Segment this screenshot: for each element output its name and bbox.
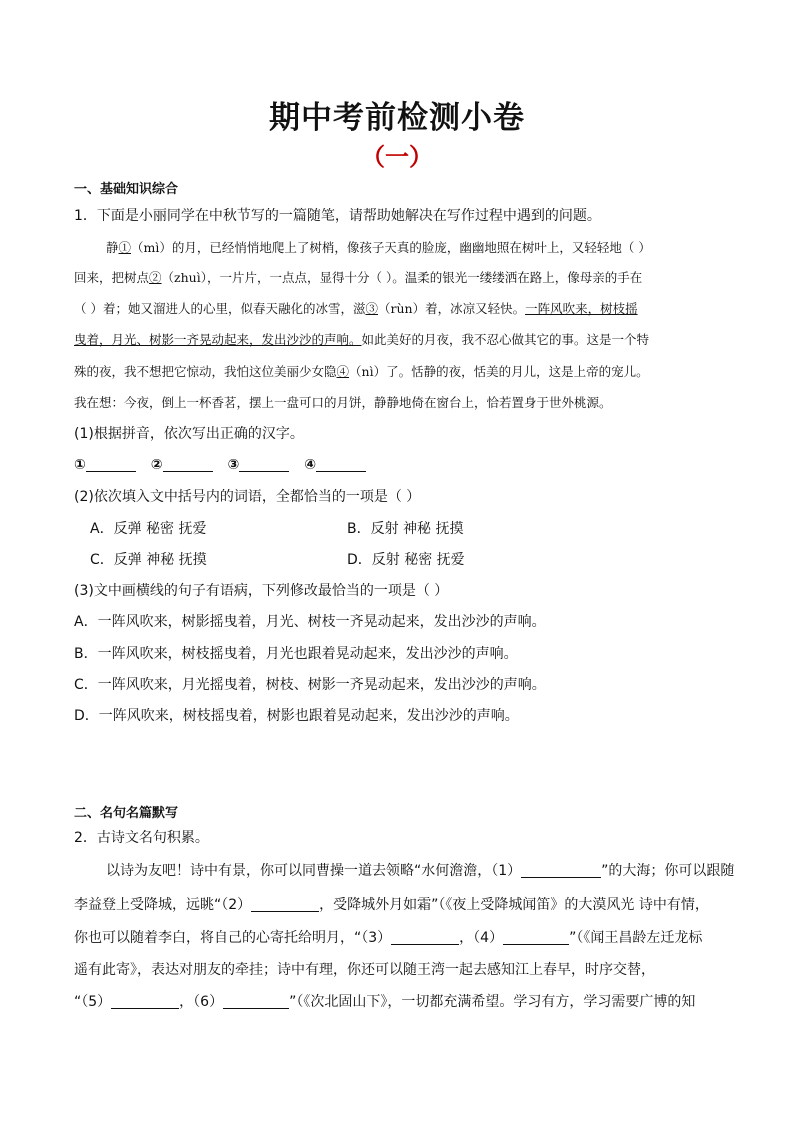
option-3b[interactable]: B．一阵风吹来，树枝摇曳着，月光也跟着晃动起来，发出沙沙的声响。 [74,646,518,662]
passage-line-4 [74,330,649,350]
underlined-sentence: 一阵风吹来，树枝摇 [525,301,638,316]
option-2c[interactable]: C．反弹 神秘 抚摸 [90,552,207,568]
fill-in-2[interactable] [251,896,319,912]
passage-line-6: 我在想：今夜，倒上一杯香茗，摆上一盘可口的月饼，静静地倚在窗台上，恰若置身于世外桃源。 [74,395,612,410]
answer-field-3[interactable] [239,456,289,472]
body-text: “（5） [74,994,112,1010]
body-line-1 [106,861,734,881]
fill-in-5[interactable] [111,993,179,1009]
option-3c[interactable]: C．一阵风吹来，月光摇曳着，树枝、树影一齐晃动起来，发出沙沙的声响。 [74,677,546,693]
fill-in-4[interactable] [503,929,569,945]
blank-3: ③ [365,301,378,316]
fill-in-1[interactable] [521,862,601,878]
option-2a[interactable]: A．反弹 秘密 抚爱 [90,521,207,537]
section-2-heading: 二、名句名篇默写 [74,806,179,821]
body-line-2 [74,895,709,915]
fill-in-6[interactable] [223,993,289,1009]
passage-text: （rùn）着，冰凉又轻快。 [378,301,526,316]
body-text: 你也可以随着李白，将自己的心寄托给明月，“（3） [74,930,392,946]
option-2d[interactable]: D．反射 秘密 抚爱 [347,552,465,568]
body-text: 李益登上受降城，远眺“（2） [74,897,252,913]
page-subtitle: （一） [361,143,433,171]
passage-line-1 [106,238,651,258]
body-text: ”的大海；你可以跟随 [601,863,735,879]
sub-question-2: (2)依次填入文中括号内的词语，全都恰当的一项是（ ） [74,489,421,505]
sub-question-3: (3)文中画横线的句子有语病，下列修改最恰当的一项是（ ） [74,583,449,599]
answer-field-4[interactable] [316,456,366,472]
passage-text: 殊的夜，我不想把它惊动，我怕这位美丽少女隐 [74,364,337,379]
sub-question-1: (1)根据拼音，依次写出正确的汉字。 [74,426,304,442]
option-3a[interactable]: A．一阵风吹来，树影摇曳着，月光、树枝一齐晃动起来，发出沙沙的声响。 [74,614,546,630]
question-1-intro: 1．下面是小丽同学在中秋节写的一篇随笔，请帮助她解决在写作过程中遇到的问题。 [74,208,601,224]
passage-text: （nì）了。恬静的夜，恬美的月儿，这是上帝的宠儿。 [349,364,649,379]
question-2-intro: 2．古诗文名句积累。 [74,830,209,846]
section-1-heading: 一、基础知识综合 [74,182,179,197]
blank-label-2: ② [150,457,163,473]
body-line-4: 遥有此寄》，表达对朋友的牵挂；诗中有理，你还可以随王湾一起去感知江上春早，时序交替， [74,962,655,978]
blank-label-1: ① [74,457,86,473]
fill-in-3[interactable] [391,929,459,945]
body-text: ，（6） [179,994,224,1010]
passage-text: （ ）着；她又溜进人的心里，似春天融化的冰雪，滋 [74,301,366,316]
body-text: ”（《闻王昌龄左迁龙标 [569,930,703,946]
body-line-3 [74,928,702,948]
answer-field-2[interactable] [163,456,213,472]
blank-1: ① [118,240,132,255]
option-3d[interactable]: D．一阵风吹来，树枝摇曳着，树影也跟着晃动起来，发出沙沙的声响。 [74,708,519,724]
option-2b[interactable]: B．反射 神秘 抚摸 [347,521,464,537]
passage-text: 回来，把树点 [74,270,150,285]
passage-text: 静 [106,240,119,255]
blank-label-4: ④ [304,457,317,473]
answer-blanks [74,455,376,475]
blank-label-3: ③ [227,457,240,473]
page-title: 期中考前检测小卷 [269,100,525,136]
body-text: 以诗为友吧！诗中有景，你可以同曹操一道去领略“水何澹澹，（1） [106,863,522,879]
body-text: ，受降城外月如霜”（《夜上受降城闻笛》的大漠风光 诗中有情， [319,897,709,913]
passage-line-5 [74,362,649,382]
passage-text: （mì）的月，已经悄悄地爬上了树梢，像孩子天真的脸庞，幽幽地照在树叶上，又轻轻地（ ） [131,240,651,255]
passage-line-2 [74,268,642,288]
body-line-5 [74,992,695,1012]
passage-text: 如此美好的月夜，我不忍心做其它的事。这是一个特 [361,332,650,347]
underlined-sentence: 曳着，月光、树影一齐晃动起来，发出沙沙的声响。 [74,332,362,347]
passage-text: （zhuì），一片片，一点点，显得十分（ ）。温柔的银光一缕缕洒在路上，像母亲的手在 [161,270,643,285]
answer-field-1[interactable] [86,456,136,472]
body-text: ”（《次北固山下》，一切都充满希望。学习有方，学习需要广博的知 [289,994,696,1010]
passage-line-3 [74,299,638,319]
blank-2: ② [149,270,162,285]
body-text: ，（4） [459,930,504,946]
blank-4: ④ [336,364,350,379]
